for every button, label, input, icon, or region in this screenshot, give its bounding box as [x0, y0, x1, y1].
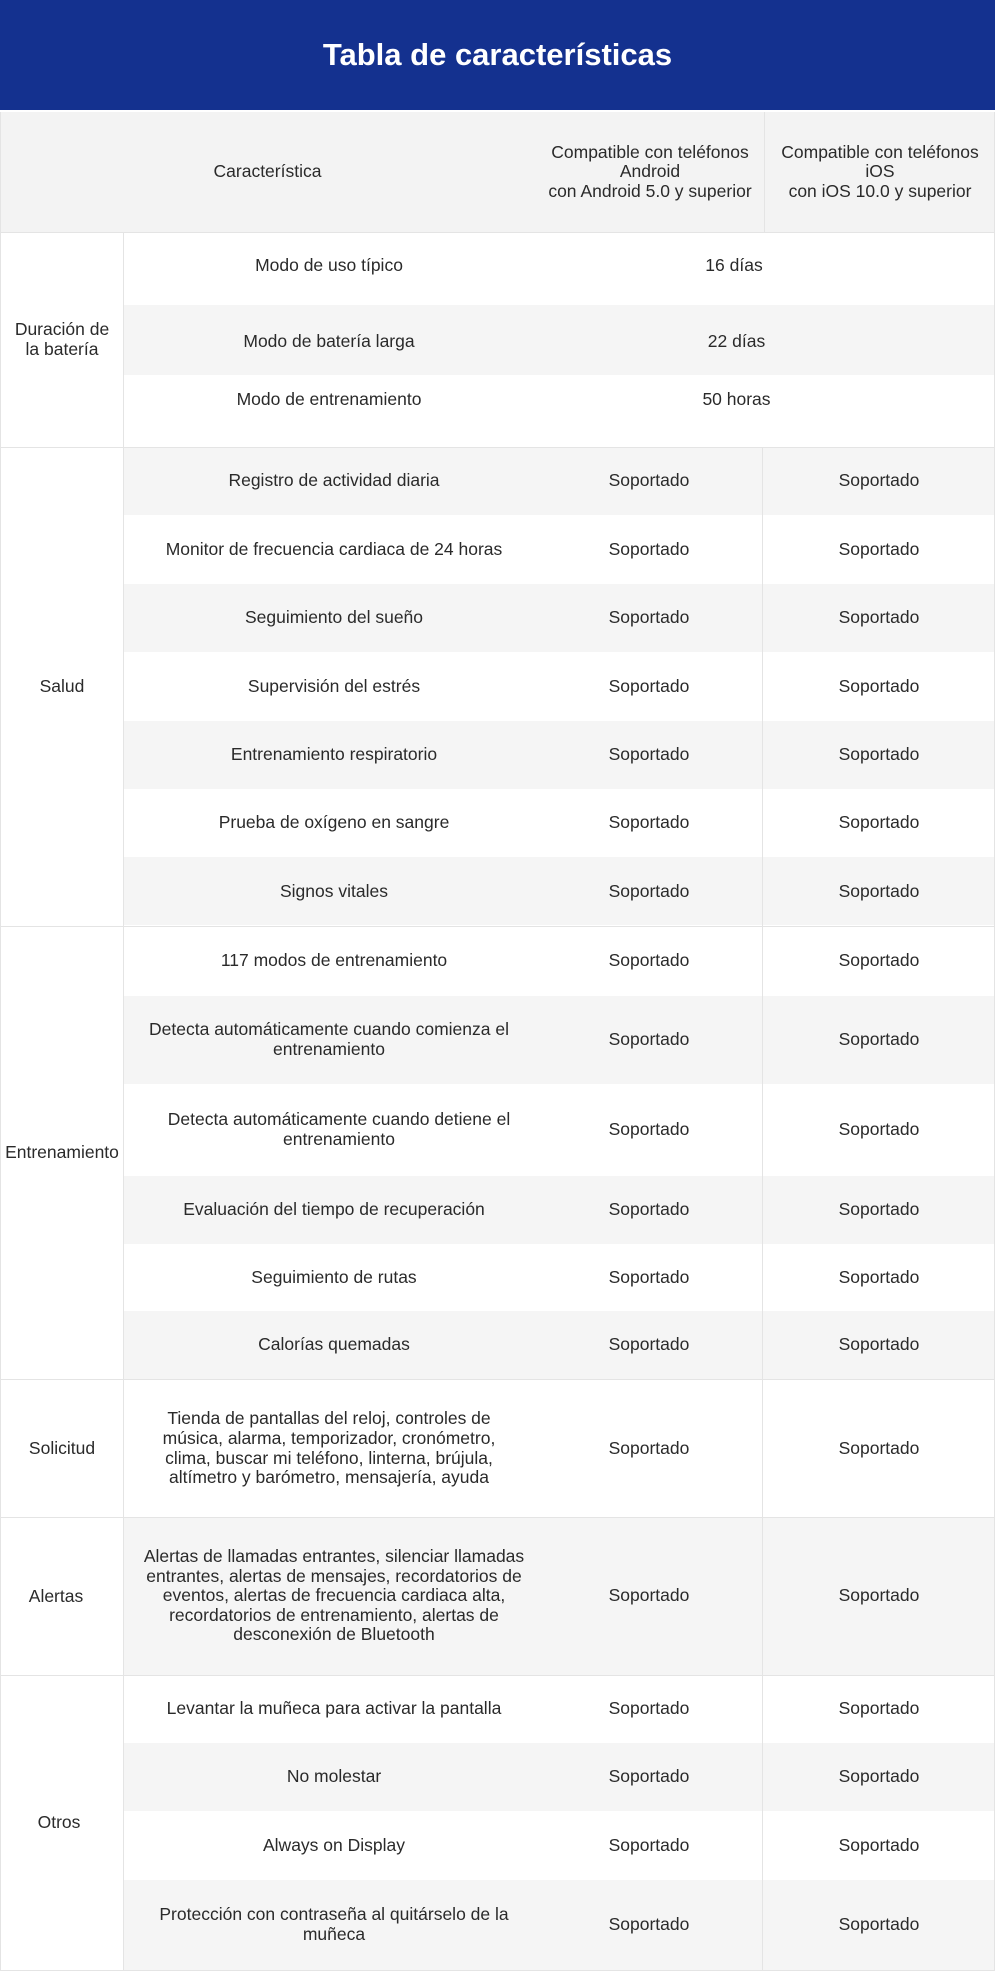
feature-cell: Modo de uso típico — [255, 255, 403, 276]
category-health: Salud — [39, 676, 85, 697]
ios-cell: Soportado — [838, 812, 920, 833]
android-cell: Soportado — [608, 1834, 690, 1855]
android-cell: Soportado — [608, 744, 690, 765]
category-alerts: Alertas — [28, 1585, 84, 1606]
ios-cell: Soportado — [838, 950, 920, 971]
android-cell: Soportado — [608, 1266, 690, 1287]
feature-cell: Detecta automáticamente cuando comienza el entrenamiento — [149, 1019, 509, 1059]
feature-cell: Evaluación del tiempo de recuperación — [183, 1199, 485, 1220]
feature-cell: Calorías quemadas — [258, 1334, 410, 1355]
category-battery: Duración de la batería — [14, 319, 110, 359]
value-cell: 50 horas — [702, 389, 771, 410]
ios-cell: Soportado — [838, 1437, 920, 1458]
android-cell: Soportado — [608, 1119, 690, 1140]
feature-cell: Modo de batería larga — [243, 331, 415, 352]
ios-cell: Soportado — [838, 538, 920, 559]
ios-cell: Soportado — [838, 1266, 920, 1287]
ios-cell: Soportado — [838, 880, 920, 901]
feature-cell: 117 modos de entrenamiento — [220, 950, 448, 971]
android-cell: Soportado — [608, 1437, 690, 1458]
android-cell: Soportado — [608, 470, 690, 491]
ios-cell: Soportado — [838, 1766, 920, 1787]
header-android-line2: Android — [619, 161, 681, 182]
feature-cell: Detecta automáticamente cuando detiene el entrenamiento — [167, 1109, 511, 1149]
feature-cell: Monitor de frecuencia cardiaca de 24 horas — [165, 538, 503, 559]
android-cell: Soportado — [608, 1334, 690, 1355]
ios-cell: Soportado — [838, 675, 920, 696]
header-android-line3: con Android 5.0 y superior — [548, 180, 752, 201]
feature-cell: Protección con contraseña al quitárselo de la muñeca — [159, 1904, 509, 1944]
ios-cell: Soportado — [838, 1029, 920, 1050]
header-ios-line2: iOS — [865, 161, 895, 182]
ios-cell: Soportado — [838, 1834, 920, 1855]
android-cell: Soportado — [608, 538, 690, 559]
divider — [764, 112, 765, 232]
feature-cell: Tienda de pantallas del reloj, controles de música, alarma, temporizador, cronómetro, clima, buscar mi teléfono, linterna, brújula, altímetro y barómetro, mensajería, ayuda — [162, 1408, 496, 1488]
android-cell: Soportado — [608, 1914, 690, 1935]
android-cell: Soportado — [608, 1698, 690, 1719]
android-cell: Soportado — [608, 1766, 690, 1787]
ios-cell: Soportado — [838, 1914, 920, 1935]
header-ios-line1: Compatible con teléfonos — [781, 141, 979, 162]
feature-cell: Supervisión del estrés — [247, 675, 421, 696]
android-cell: Soportado — [608, 675, 690, 696]
header-android — [535, 112, 765, 232]
feature-cell: Seguimiento de rutas — [251, 1266, 417, 1287]
android-cell: Soportado — [608, 1029, 690, 1050]
header-ios-line3: con iOS 10.0 y superior — [788, 180, 972, 201]
feature-cell: Signos vitales — [280, 880, 388, 901]
android-cell: Soportado — [608, 1585, 690, 1606]
ios-cell: Soportado — [838, 470, 920, 491]
value-cell: 16 días — [705, 255, 763, 276]
ios-cell: Soportado — [838, 1199, 920, 1220]
header-ios — [765, 112, 995, 232]
ios-cell: Soportado — [838, 607, 920, 628]
category-training: Entrenamiento — [5, 1142, 119, 1163]
feature-cell: No molestar — [286, 1766, 382, 1787]
feature-cell: Always on Display — [263, 1834, 405, 1855]
title-bar — [0, 0, 995, 110]
header-feature: Característica — [213, 161, 322, 182]
android-cell: Soportado — [608, 812, 690, 833]
feature-cell: Prueba de oxígeno en sangre — [218, 812, 450, 833]
feature-cell: Seguimiento del sueño — [244, 607, 424, 628]
header-android-line1: Compatible con teléfonos — [551, 141, 749, 162]
feature-cell: Levantar la muñeca para activar la pantalla — [166, 1698, 502, 1719]
value-cell: 22 días — [707, 331, 766, 352]
android-cell: Soportado — [608, 950, 690, 971]
feature-cell: Alertas de llamadas entrantes, silenciar llamadas entrantes, alertas de mensajes, recordatorios de eventos, alertas de frecuencia cardiaca alta, recordatorios de entrenamiento, alertas de desconexión de Bluetooth — [143, 1546, 525, 1645]
category-application: Solicitud — [28, 1437, 96, 1458]
page-title: Tabla de características — [322, 37, 673, 72]
android-cell: Soportado — [608, 880, 690, 901]
category-others: Otros — [37, 1812, 81, 1833]
ios-cell: Soportado — [838, 1585, 920, 1606]
android-cell: Soportado — [608, 607, 690, 628]
feature-cell: Registro de actividad diaria — [228, 470, 440, 491]
android-cell: Soportado — [608, 1199, 690, 1220]
ios-cell: Soportado — [838, 1119, 920, 1140]
feature-cell: Modo de entrenamiento — [236, 389, 422, 410]
ios-cell: Soportado — [838, 1334, 920, 1355]
ios-cell: Soportado — [838, 1698, 920, 1719]
feature-cell: Entrenamiento respiratorio — [230, 744, 438, 765]
ios-cell: Soportado — [838, 744, 920, 765]
